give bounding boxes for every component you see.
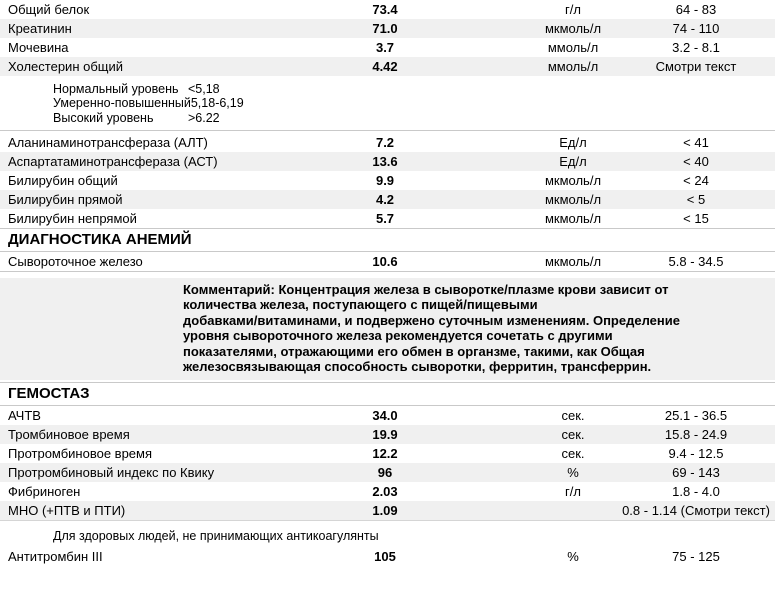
test-value: 10.6: [372, 253, 398, 269]
comment-line: количества железа, поступающего с пищей/пищевыми: [183, 297, 538, 313]
table-row: [0, 190, 775, 209]
test-value: 96: [377, 464, 393, 480]
test-range: < 15: [683, 210, 709, 226]
test-range: 15.8 - 24.9: [664, 426, 728, 442]
table-row: [0, 0, 775, 19]
test-unit: мкмоль/л: [544, 21, 602, 36]
test-unit: ммоль/л: [547, 40, 599, 55]
test-value: 19.9: [372, 426, 398, 442]
test-name: МНО (+ПТВ и ПТИ): [8, 502, 126, 518]
test-unit: сек.: [561, 445, 585, 461]
test-name: Сывороточное железо: [8, 253, 143, 269]
test-range: 5.8 - 34.5: [668, 253, 724, 269]
test-range: 1.8 - 4.0: [672, 483, 720, 499]
test-value: 3.7: [375, 40, 395, 55]
test-name: Креатинин: [8, 21, 72, 36]
level-value: <5,18: [188, 82, 220, 96]
test-name: Билирубин прямой: [8, 191, 123, 207]
test-name: Холестерин общий: [8, 59, 124, 74]
test-name: Фибриноген: [8, 483, 81, 499]
level-label: Умеренно-повышенный: [53, 96, 191, 111]
table-row: [0, 38, 775, 57]
test-value: 4.42: [372, 59, 398, 74]
test-value: 34.0: [372, 407, 398, 423]
test-name: Аланинаминотрансфераза (АЛТ): [8, 134, 208, 150]
table-row: [0, 252, 775, 272]
test-range: < 5: [686, 191, 706, 207]
test-value: 71.0: [372, 21, 398, 36]
test-range: 74 - 110: [672, 21, 720, 36]
test-unit: сек.: [561, 426, 585, 442]
test-range: < 24: [683, 172, 709, 188]
test-value: 12.2: [372, 445, 398, 461]
level-value: >6.22: [188, 110, 220, 125]
table-row: [0, 209, 775, 228]
enzyme-rows: [0, 133, 775, 228]
test-value: 5.7: [375, 210, 395, 226]
test-value: 9.9: [375, 172, 395, 188]
test-range: 69 - 143: [672, 464, 720, 480]
section-header-anemia: ДИАГНОСТИКА АНЕМИЙ: [0, 228, 775, 252]
test-unit: г/л: [565, 2, 581, 17]
table-row: [0, 501, 775, 520]
comment-line: показателями, отражающими его обмен в органзме, такими, как Общая: [183, 343, 645, 359]
level-value: 5,18-6,19: [190, 96, 244, 111]
test-range: 9.4 - 12.5: [668, 445, 724, 461]
table-row: [0, 463, 775, 482]
test-unit: мкмоль/л: [544, 253, 602, 269]
test-unit: мкмоль/л: [544, 210, 602, 226]
cholesterol-level-line: [53, 82, 775, 96]
level-label: Нормальный уровень: [53, 82, 179, 96]
table-row: [0, 425, 775, 444]
test-value: 105: [374, 548, 396, 564]
test-value: 4.2: [375, 191, 395, 207]
test-range: 75 - 125: [672, 548, 720, 564]
table-row: [0, 133, 775, 152]
test-unit: мкмоль/л: [544, 191, 602, 207]
test-value: 7.2: [375, 134, 395, 150]
table-row: [0, 57, 775, 76]
test-unit: Ед/л: [559, 153, 587, 169]
test-range: 25.1 - 36.5: [664, 407, 728, 423]
anticoagulant-note: Для здоровых людей, не принимающих антикоагулянты: [53, 528, 379, 543]
test-value: 13.6: [372, 153, 398, 169]
test-name: Билирубин непрямой: [8, 210, 137, 226]
test-name: Общий белок: [8, 2, 90, 17]
comment-line: уровня сывороточного железа рекомендуется сочетать с другими: [183, 328, 613, 344]
table-row: [0, 482, 775, 501]
test-name: Тромбиновое время: [8, 426, 130, 442]
level-label: Высокий уровень: [53, 110, 154, 125]
test-unit: Ед/л: [559, 134, 587, 150]
test-unit: г/л: [565, 483, 581, 499]
comment-line: Комментарий: Концентрация железа в сыворотке/плазме крови зависит от: [183, 281, 669, 297]
test-range: 0.8 - 1.14 (Смотри текст): [622, 502, 770, 518]
test-value: 1.09: [372, 502, 398, 518]
table-row: [0, 171, 775, 190]
test-unit: %: [567, 548, 579, 564]
comment-line: железосвязывающая способность сыворотки, ферритин, трансферрин.: [183, 359, 652, 375]
cholesterol-level-line: [53, 111, 775, 125]
hemostasis-rows: [0, 406, 775, 521]
test-range: < 40: [683, 153, 709, 169]
test-name: Антитромбин III: [8, 548, 103, 564]
test-name: Билирубин общий: [8, 172, 118, 188]
test-unit: сек.: [561, 407, 585, 423]
table-row: [0, 406, 775, 425]
test-unit: ммоль/л: [547, 59, 599, 74]
test-name: АЧТВ: [8, 407, 41, 423]
test-range: 3.2 - 8.1: [672, 40, 720, 55]
section-header-hemostasis: ГЕМОСТАЗ: [0, 382, 775, 406]
test-name: Протромбиновый индекс по Квику: [8, 464, 215, 480]
test-name: Аспартатаминотрансфераза (АСТ): [8, 153, 218, 169]
test-unit: %: [567, 464, 579, 480]
cholesterol-level-line: [53, 96, 775, 110]
test-name: Мочевина: [8, 40, 69, 55]
test-range: < 41: [683, 134, 709, 150]
test-range: 64 - 83: [675, 2, 717, 17]
iron-comment: [0, 278, 775, 380]
table-row: [0, 547, 775, 566]
table-row: [0, 152, 775, 171]
cholesterol-levels-note: [0, 76, 775, 131]
biochemistry-rows: [0, 0, 775, 76]
test-name: Протромбиновое время: [8, 445, 153, 461]
test-value: 73.4: [372, 2, 398, 17]
comment-line: добавками/витаминами, и подвержено суточным изменениям. Определение: [183, 312, 680, 328]
test-range: Смотри текст: [655, 59, 737, 74]
test-value: 2.03: [372, 483, 398, 499]
table-row: [0, 19, 775, 38]
table-row: [0, 444, 775, 463]
test-unit: мкмоль/л: [544, 172, 602, 188]
